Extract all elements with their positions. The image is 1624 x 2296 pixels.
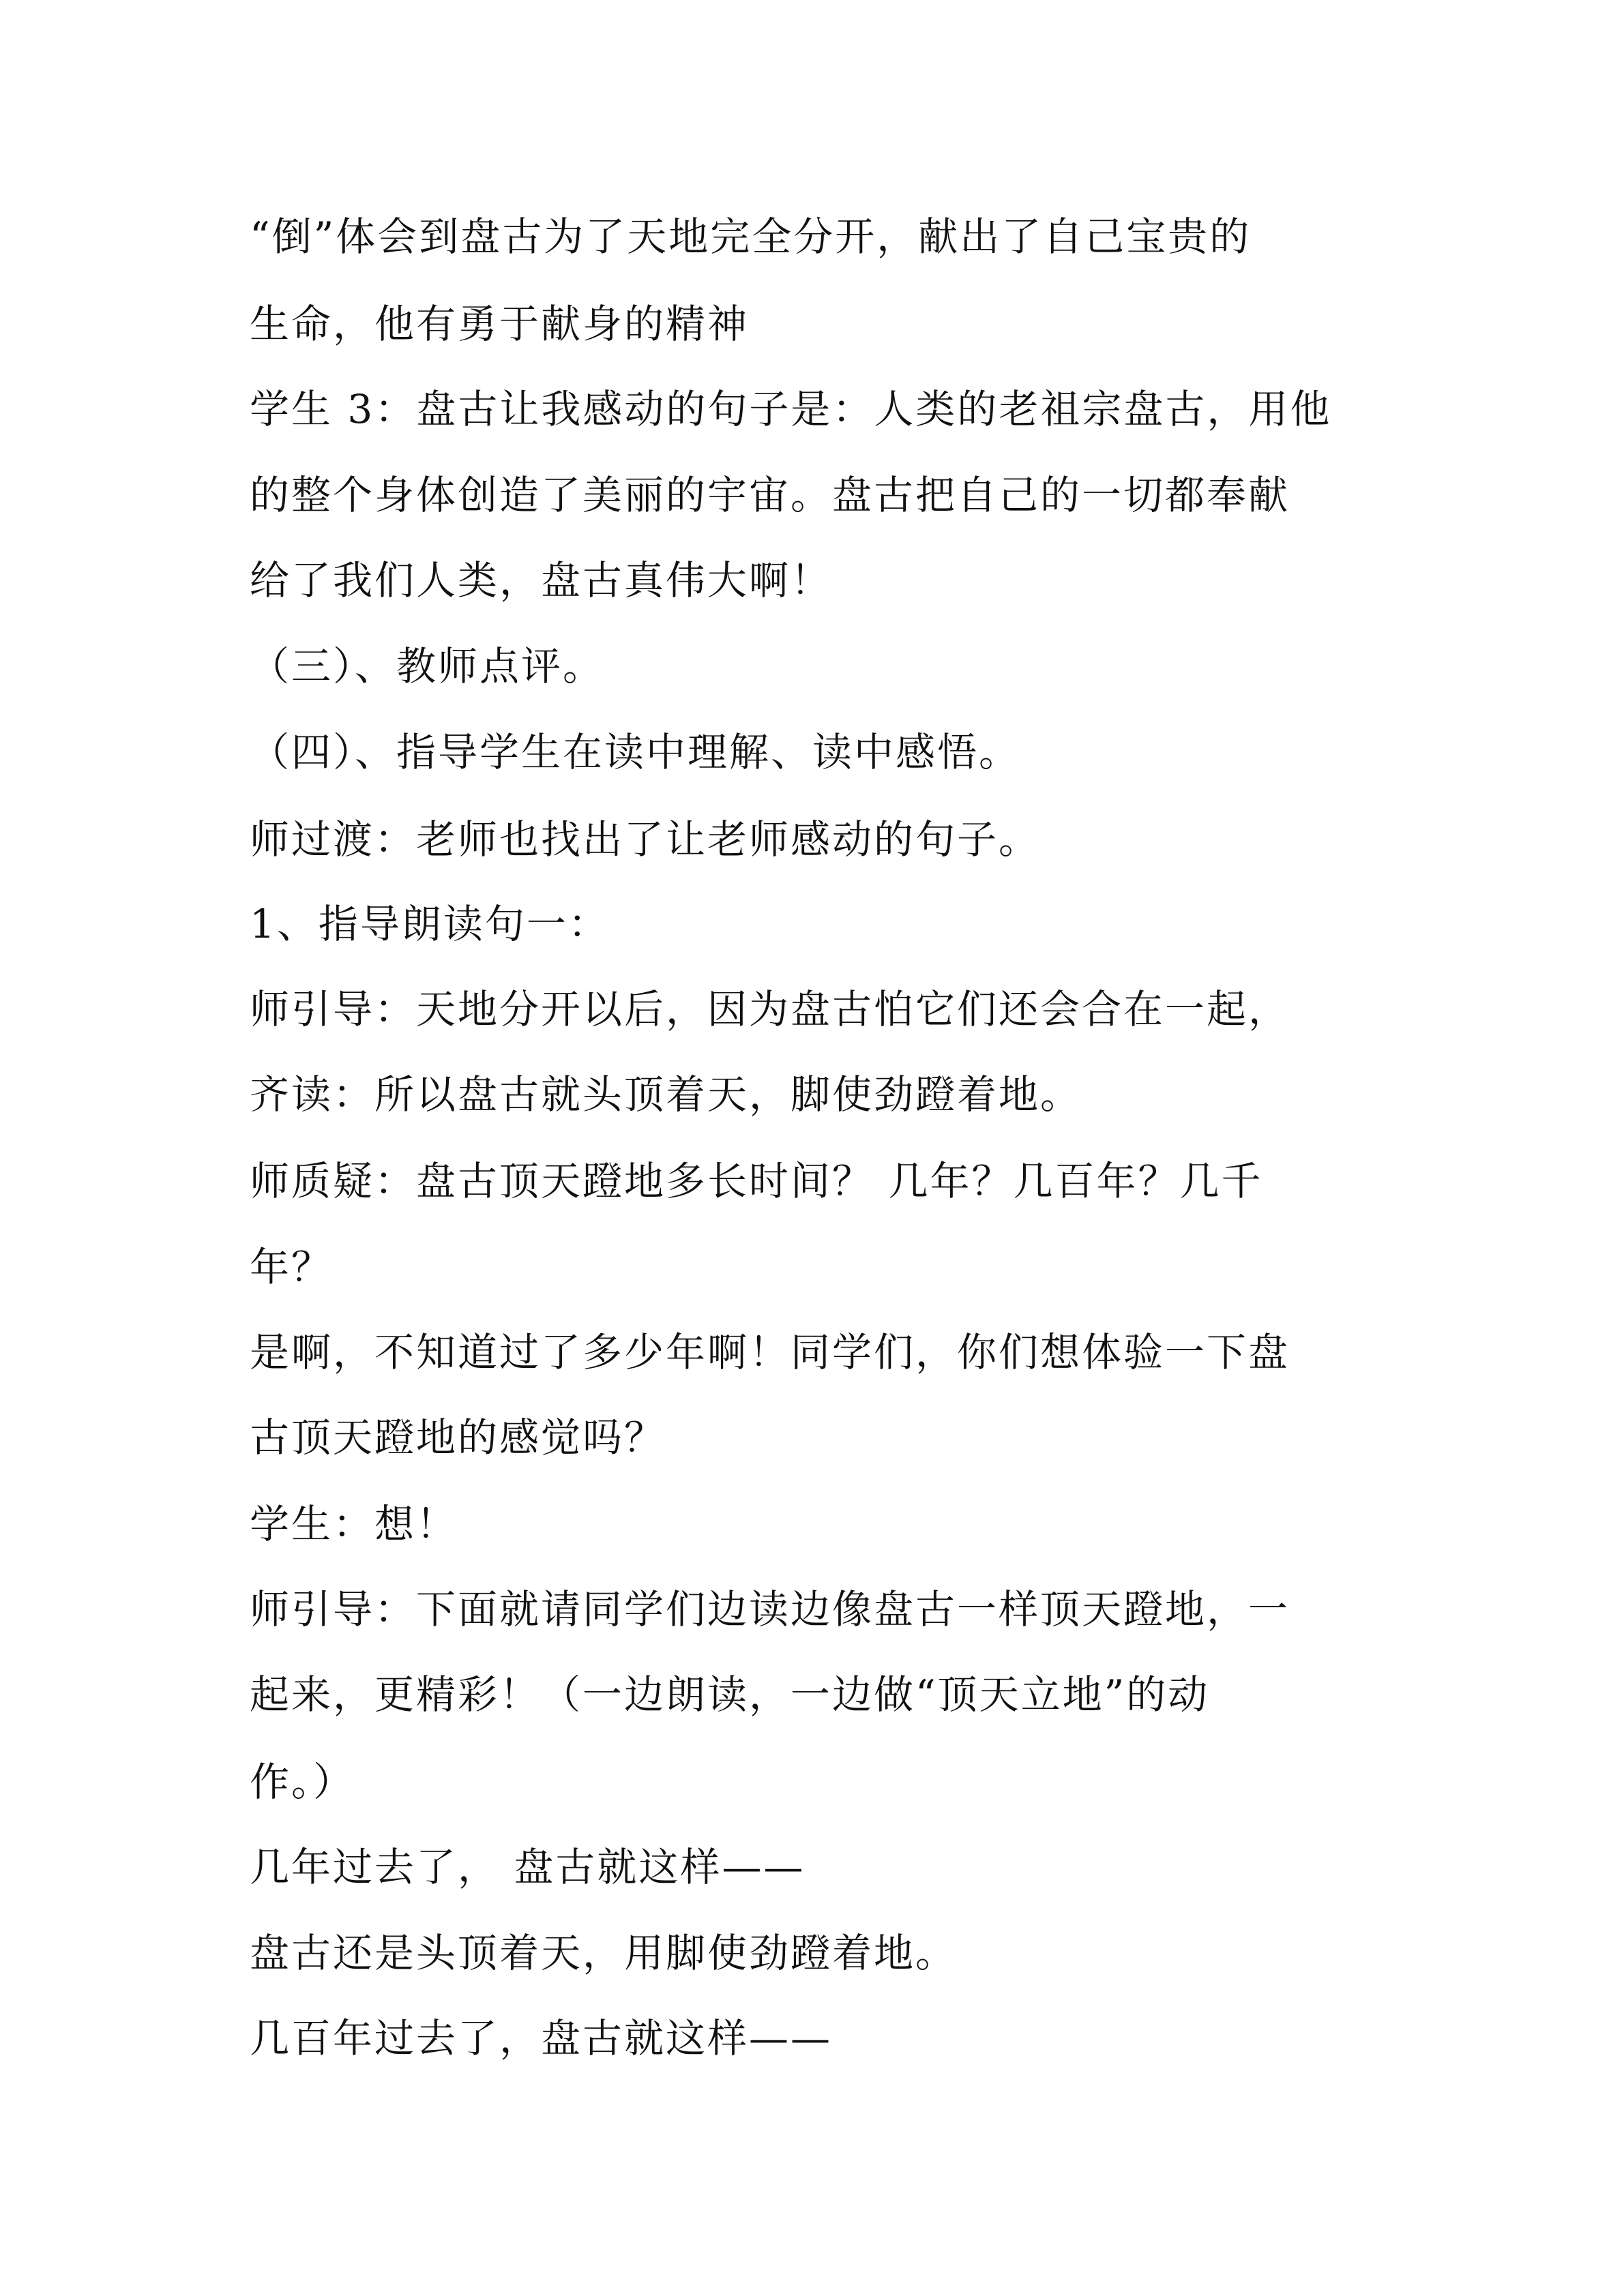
- text-line: （四）、指导学生在读中理解、读中感悟。: [250, 729, 1021, 775]
- text-line: 盘古还是头顶着天，用脚使劲蹬着地。: [250, 1930, 958, 1976]
- text-line: 给了我们人类，盘古真伟大啊！: [250, 557, 833, 603]
- text-line: 学生 3：盘古让我感动的句子是：人类的老祖宗盘古，用他: [250, 386, 1332, 432]
- text-line: 师质疑：盘古顶天蹬地多长时间？ 几年？几百年？几千: [250, 1158, 1263, 1204]
- text-line: 师引导：天地分开以后，因为盘古怕它们还会合在一起，: [250, 986, 1290, 1032]
- text-line: 作。）: [250, 1759, 355, 1805]
- text-line: “倒”体会到盘古为了天地完全分开，献出了自己宝贵的: [250, 213, 1252, 260]
- text-line: 师引导：下面就请同学们边读边像盘古一样顶天蹬地，一: [250, 1586, 1290, 1632]
- text-line: 齐读：所以盘古就头顶着天，脚使劲蹬着地。: [250, 1071, 1082, 1118]
- text-line: （三）、教师点评。: [250, 643, 605, 689]
- text-line: 起来，更精彩！（一边朗读，一边做“顶天立地”的动: [250, 1671, 1210, 1718]
- text-line: 的整个身体创造了美丽的宇宙。盘古把自己的一切都奉献: [250, 472, 1290, 518]
- text-line: 生命，他有勇于献身的精神: [250, 301, 750, 347]
- text-line: 学生：想！: [250, 1501, 458, 1547]
- text-line: 古顶天蹬地的感觉吗？: [250, 1414, 666, 1461]
- text-line: 1、指导朗读句一：: [250, 901, 610, 947]
- text-line: 几年过去了， 盘古就这样——: [250, 1844, 806, 1890]
- text-line: 是啊，不知道过了多少年啊！同学们，你们想体验一下盘: [250, 1329, 1290, 1375]
- text-line: 师过渡：老师也找出了让老师感动的句子。: [250, 816, 1041, 863]
- text-line: 几百年过去了，盘古就这样——: [250, 2015, 833, 2061]
- text-line: 年？: [250, 1244, 334, 1290]
